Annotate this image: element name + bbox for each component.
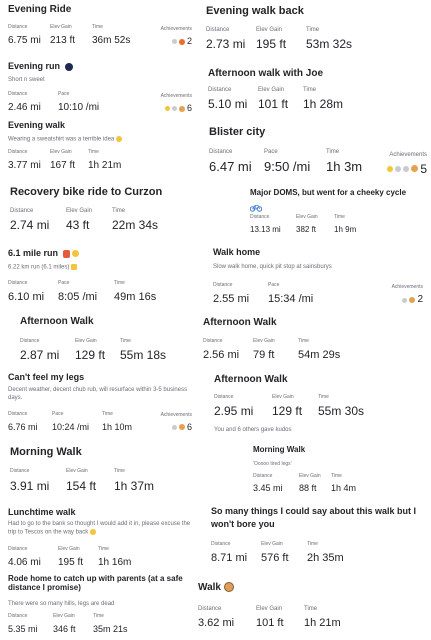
activity-description: Short n sweet xyxy=(8,77,45,83)
stat-value-elev-gain: 129 ft xyxy=(272,403,303,418)
activity-title[interactable]: Rode home to catch up with parents (at a safe distance I promise) xyxy=(8,574,183,593)
stat-label-distance: Distance xyxy=(8,411,28,417)
stat-value-elev-gain: 195 ft xyxy=(58,556,84,568)
activity-card-6-1-mile-run[interactable] xyxy=(0,243,200,307)
activity-title[interactable]: Evening Ride xyxy=(8,4,72,15)
stat-label-pace: Pace xyxy=(58,280,70,286)
stat-value-elev-gain: 43 ft xyxy=(66,217,90,232)
stat-label-distance: Distance xyxy=(8,91,28,97)
stat-value-time: 53m 32s xyxy=(306,36,353,51)
achievements-count: 5 xyxy=(420,161,427,176)
stat-value-elev-gain: 382 ft xyxy=(296,224,317,234)
activity-card-afternoon-walk-with-joe[interactable] xyxy=(200,60,431,118)
activity-card-afternoon-walk-3[interactable] xyxy=(200,370,431,440)
stat-label-distance: Distance xyxy=(8,24,28,30)
stat-label-distance: Distance xyxy=(198,606,222,612)
stat-value-distance: 5.10 mi xyxy=(208,96,248,111)
stat-label-distance: Distance xyxy=(20,338,40,344)
activity-card-afternoon-walk-2[interactable] xyxy=(200,312,431,368)
medal-silver-icon xyxy=(172,425,177,430)
activity-card-walk[interactable] xyxy=(196,576,431,640)
activity-title[interactable]: Afternoon Walk xyxy=(203,317,277,328)
stat-value-distance: 2.55 mi xyxy=(213,292,250,305)
activity-title[interactable]: Afternoon Walk xyxy=(20,316,94,327)
stat-value-distance: 4.06 mi xyxy=(8,556,41,568)
stat-label-distance: Distance xyxy=(214,394,234,400)
stat-value-distance: 3.77 mi xyxy=(8,159,41,171)
stat-label-distance: Distance xyxy=(213,282,233,288)
bicycle-icon xyxy=(250,199,262,207)
activity-card-evening-ride[interactable] xyxy=(0,0,200,56)
stat-label-time: Time xyxy=(298,338,309,344)
stat-label-elev-gain: Elev Gain xyxy=(50,149,72,155)
stat-value-time: 1h 9m xyxy=(334,224,357,234)
medal-bronze-icon xyxy=(179,39,185,45)
achievements[interactable] xyxy=(161,413,192,432)
activity-description: 'Ooooo tired legs' xyxy=(253,461,292,467)
stat-value-pace: 9:50 /mi xyxy=(264,158,311,174)
stat-label-time: Time xyxy=(307,541,318,547)
activity-title[interactable]: Can't feel my legs xyxy=(8,372,85,382)
stat-value-time: 35m 21s xyxy=(93,623,128,634)
stat-label-distance: Distance xyxy=(10,468,30,474)
stat-label-elev-gain: Elev Gain xyxy=(261,541,283,547)
stat-label-elev-gain: Elev Gain xyxy=(272,394,294,400)
activity-title[interactable]: So many things I could say about this walk but I won't bore you xyxy=(211,506,417,529)
activity-title[interactable] xyxy=(8,61,73,71)
stat-value-distance: 2.87 mi xyxy=(20,347,60,362)
stat-label-time: Time xyxy=(120,338,131,344)
activity-description xyxy=(8,264,77,272)
stat-label-distance: Distance xyxy=(208,87,232,93)
stat-label-distance: Distance xyxy=(8,280,28,286)
stat-value-time: 1h 21m xyxy=(88,159,122,171)
activity-title[interactable]: Blister city xyxy=(209,126,266,138)
stat-label-elev-gain: Elev Gain xyxy=(75,338,97,344)
achievements-label: Achievements xyxy=(160,412,192,419)
activity-card-so-many-things[interactable] xyxy=(200,502,431,574)
activity-title[interactable] xyxy=(198,582,234,594)
activity-description: Decent weather, decent chub rub, will resurface within 3-5 business days. xyxy=(8,387,188,401)
activity-description-text: Wearing a sweatshirt was a terrible idea xyxy=(8,136,115,143)
stat-value-time: 1h 4m xyxy=(331,482,357,493)
medal-gold-icon xyxy=(165,106,170,111)
stat-value-elev-gain: 129 ft xyxy=(75,347,106,362)
activity-title[interactable]: Lunchtime walk xyxy=(8,507,76,517)
activity-title[interactable]: Evening walk xyxy=(8,120,66,130)
medal-bronze-icon xyxy=(179,106,185,112)
stat-value-elev-gain: 88 ft xyxy=(299,482,317,493)
stat-value-time: 1h 21m xyxy=(304,616,341,629)
stat-value-time: 1h 16m xyxy=(98,556,132,568)
medal-silver-icon xyxy=(172,39,177,44)
stat-label-time: Time xyxy=(114,468,125,474)
activity-title[interactable]: Evening walk back xyxy=(206,5,304,17)
stat-label-pace: Pace xyxy=(58,91,70,97)
activity-title[interactable]: Afternoon walk with Joe xyxy=(208,68,324,79)
stat-label-distance: Distance xyxy=(211,541,231,547)
stat-label-time: Time xyxy=(331,473,342,479)
dog-icon xyxy=(224,582,234,592)
stat-label-elev-gain: Elev Gain xyxy=(58,546,80,552)
stat-value-elev-gain: 195 ft xyxy=(256,36,287,51)
stat-value-time: 1h 37m xyxy=(114,478,155,493)
stat-value-distance: 6.47 mi xyxy=(209,158,252,174)
activity-title[interactable]: Morning Walk xyxy=(10,446,82,458)
stat-label-distance: Distance xyxy=(206,27,230,33)
activity-description: Slow walk home, quick pit stop at sainsburys xyxy=(213,264,332,270)
achievements[interactable] xyxy=(161,27,192,47)
medal-silver-icon xyxy=(403,166,409,172)
stat-value-elev-gain: 101 ft xyxy=(256,616,284,629)
achievements-count: 2 xyxy=(186,36,192,46)
stat-label-time: Time xyxy=(114,280,125,286)
stat-value-time: 22m 34s xyxy=(112,217,159,232)
achievements[interactable] xyxy=(387,152,427,175)
stat-label-time: Time xyxy=(303,87,317,93)
stat-value-distance: 2.46 mi xyxy=(8,101,41,113)
activity-title[interactable]: Morning Walk xyxy=(253,445,306,454)
stat-value-elev-gain: 213 ft xyxy=(50,34,76,46)
kudos-text[interactable]: You and 6 others gave kudos xyxy=(214,427,292,433)
activity-card-walk-home[interactable] xyxy=(200,242,431,310)
sweat-smile-icon xyxy=(90,529,96,535)
activity-description: There were so many hills, legs are dead xyxy=(8,601,115,607)
stat-label-distance: Distance xyxy=(8,613,28,619)
stat-label-distance: Distance xyxy=(250,214,270,220)
stat-value-time: 1h 10m xyxy=(102,421,133,432)
activity-card-blister-city[interactable] xyxy=(200,120,431,182)
activity-card-rode-home[interactable] xyxy=(0,574,200,640)
stat-value-distance: 3.45 mi xyxy=(253,482,283,493)
stat-label-time: Time xyxy=(102,411,113,417)
stat-value-distance: 5.35 mi xyxy=(8,623,38,634)
stat-value-time: 36m 52s xyxy=(92,34,131,46)
stat-label-elev-gain: Elev Gain xyxy=(296,214,318,220)
stat-label-elev-gain: Elev Gain xyxy=(299,473,321,479)
runner-icon xyxy=(63,250,70,258)
stat-value-distance: 13.13 mi xyxy=(250,224,281,234)
activity-title-text: 6.1 mile run xyxy=(8,248,59,258)
medal-bronze-icon xyxy=(179,424,185,430)
stat-value-distance: 6.10 mi xyxy=(8,290,45,303)
achievements[interactable] xyxy=(392,285,423,306)
stat-label-elev-gain: Elev Gain xyxy=(66,208,93,214)
medal-bronze-icon xyxy=(409,297,415,303)
thumbs-up-icon xyxy=(71,264,77,270)
stat-value-elev-gain: 101 ft xyxy=(258,96,289,111)
activity-title[interactable]: Major DOMS, but went for a cheeky cycle xyxy=(250,188,407,197)
stat-value-distance: 2.74 mi xyxy=(10,217,50,232)
stat-value-elev-gain: 154 ft xyxy=(66,478,97,493)
stat-value-distance: 3.91 mi xyxy=(10,478,50,493)
stat-label-elev-gain: Elev Gain xyxy=(256,27,283,33)
stat-value-time: 1h 28m xyxy=(303,96,344,111)
stat-label-time: Time xyxy=(326,149,340,155)
stat-label-distance: Distance xyxy=(10,208,34,214)
stat-label-distance: Distance xyxy=(8,149,28,155)
stat-value-distance: 6.76 mi xyxy=(8,421,38,432)
stat-label-time: Time xyxy=(88,149,99,155)
activity-title[interactable] xyxy=(8,248,79,258)
stat-label-time: Time xyxy=(93,613,104,619)
stat-value-pace: 8:05 /mi xyxy=(58,290,98,303)
stat-value-distance: 2.56 mi xyxy=(203,348,240,361)
stat-label-time: Time xyxy=(98,546,109,552)
stat-value-elev-gain: 346 ft xyxy=(53,623,76,634)
stat-label-time: Time xyxy=(318,394,329,400)
achievements-count: 2 xyxy=(417,294,423,306)
achievements[interactable] xyxy=(161,94,192,114)
stat-value-elev-gain: 576 ft xyxy=(261,551,289,564)
activity-card-evening-walk[interactable] xyxy=(0,117,200,177)
stat-label-elev-gain: Elev Gain xyxy=(253,338,275,344)
stat-value-time: 54m 29s xyxy=(298,348,341,361)
stat-label-pace: Pace xyxy=(264,149,278,155)
activity-card-major-doms[interactable] xyxy=(200,184,431,240)
achievements-count: 6 xyxy=(186,103,192,113)
activity-title[interactable]: Afternoon Walk xyxy=(214,374,288,385)
achievements-label: Achievements xyxy=(160,92,192,99)
stat-label-pace: Pace xyxy=(52,411,64,417)
sweat-smile-icon xyxy=(116,136,122,142)
activity-card-lunchtime-walk[interactable] xyxy=(0,503,200,573)
activity-title[interactable]: Walk home xyxy=(213,247,261,257)
stat-value-distance: 2.73 mi xyxy=(206,36,246,51)
stat-value-distance: 6.75 mi xyxy=(8,34,41,46)
activity-title-text: Evening run xyxy=(8,61,61,71)
medal-silver-icon xyxy=(402,298,407,303)
medal-silver-icon xyxy=(172,106,177,111)
stat-label-time: Time xyxy=(334,214,345,220)
stat-value-elev-gain: 79 ft xyxy=(253,348,275,361)
activity-card-evening-run[interactable] xyxy=(0,58,200,116)
activity-description-text: 6.22 km run (6.1 miles) xyxy=(8,264,70,271)
stat-value-pace: 10:10 /mi xyxy=(58,101,100,113)
activity-description xyxy=(8,521,196,537)
stat-value-time: 49m 16s xyxy=(114,290,157,303)
stat-value-time: 55m 18s xyxy=(120,347,167,362)
stat-label-elev-gain: Elev Gain xyxy=(50,24,72,30)
achievements-count: 6 xyxy=(186,421,192,432)
activity-card-cant-feel-my-legs[interactable] xyxy=(0,370,200,438)
achievements-label: Achievements xyxy=(160,25,192,32)
activity-title[interactable]: Recovery bike ride to Curzon xyxy=(10,186,163,198)
stat-label-elev-gain: Elev Gain xyxy=(256,606,283,612)
medal-bronze-icon xyxy=(411,165,418,172)
stat-label-distance: Distance xyxy=(253,473,273,479)
activity-description-text: Had to go to the bank so thought I would add it in, please excuse the trip to Tescos on the way back xyxy=(8,521,191,536)
stat-value-time: 2h 35m xyxy=(307,551,344,564)
moon-icon xyxy=(65,63,73,71)
activity-card-afternoon-walk[interactable] xyxy=(0,310,200,368)
stat-value-pace: 10:24 /mi xyxy=(52,421,90,432)
stat-value-time: 1h 3m xyxy=(326,158,363,174)
stat-label-time: Time xyxy=(306,27,320,33)
stat-value-distance: 8.71 mi xyxy=(211,551,248,564)
stat-label-pace: Pace xyxy=(268,282,280,288)
activity-card-evening-walk-back[interactable] xyxy=(200,0,431,58)
stat-value-time: 55m 30s xyxy=(318,403,365,418)
stat-value-pace: 15:34 /mi xyxy=(268,292,314,305)
stat-label-distance: Distance xyxy=(209,149,233,155)
stat-value-distance: 3.62 mi xyxy=(198,616,235,629)
achievements-label: Achievements xyxy=(391,283,423,290)
stat-label-elev-gain: Elev Gain xyxy=(258,87,285,93)
stat-label-elev-gain: Elev Gain xyxy=(66,468,88,474)
stat-label-distance: Distance xyxy=(8,546,28,552)
smile-icon xyxy=(72,250,79,257)
activity-card-morning-walk[interactable] xyxy=(0,440,200,502)
activity-card-recovery-bike-ride[interactable] xyxy=(0,178,200,240)
stat-value-elev-gain: 167 ft xyxy=(50,159,76,171)
stat-value-distance: 2.95 mi xyxy=(214,403,254,418)
medal-gold-icon xyxy=(387,166,393,172)
activity-title-text: Walk xyxy=(198,582,221,593)
stat-label-distance: Distance xyxy=(203,338,223,344)
activity-description xyxy=(8,136,122,144)
achievements-label: Achievements xyxy=(389,151,427,158)
stat-label-time: Time xyxy=(304,606,318,612)
stat-label-time: Time xyxy=(112,208,126,214)
stat-label-time: Time xyxy=(92,24,103,30)
medal-silver-icon xyxy=(395,166,401,172)
activity-card-morning-walk-2[interactable] xyxy=(200,441,431,499)
stat-label-elev-gain: Elev Gain xyxy=(53,613,75,619)
